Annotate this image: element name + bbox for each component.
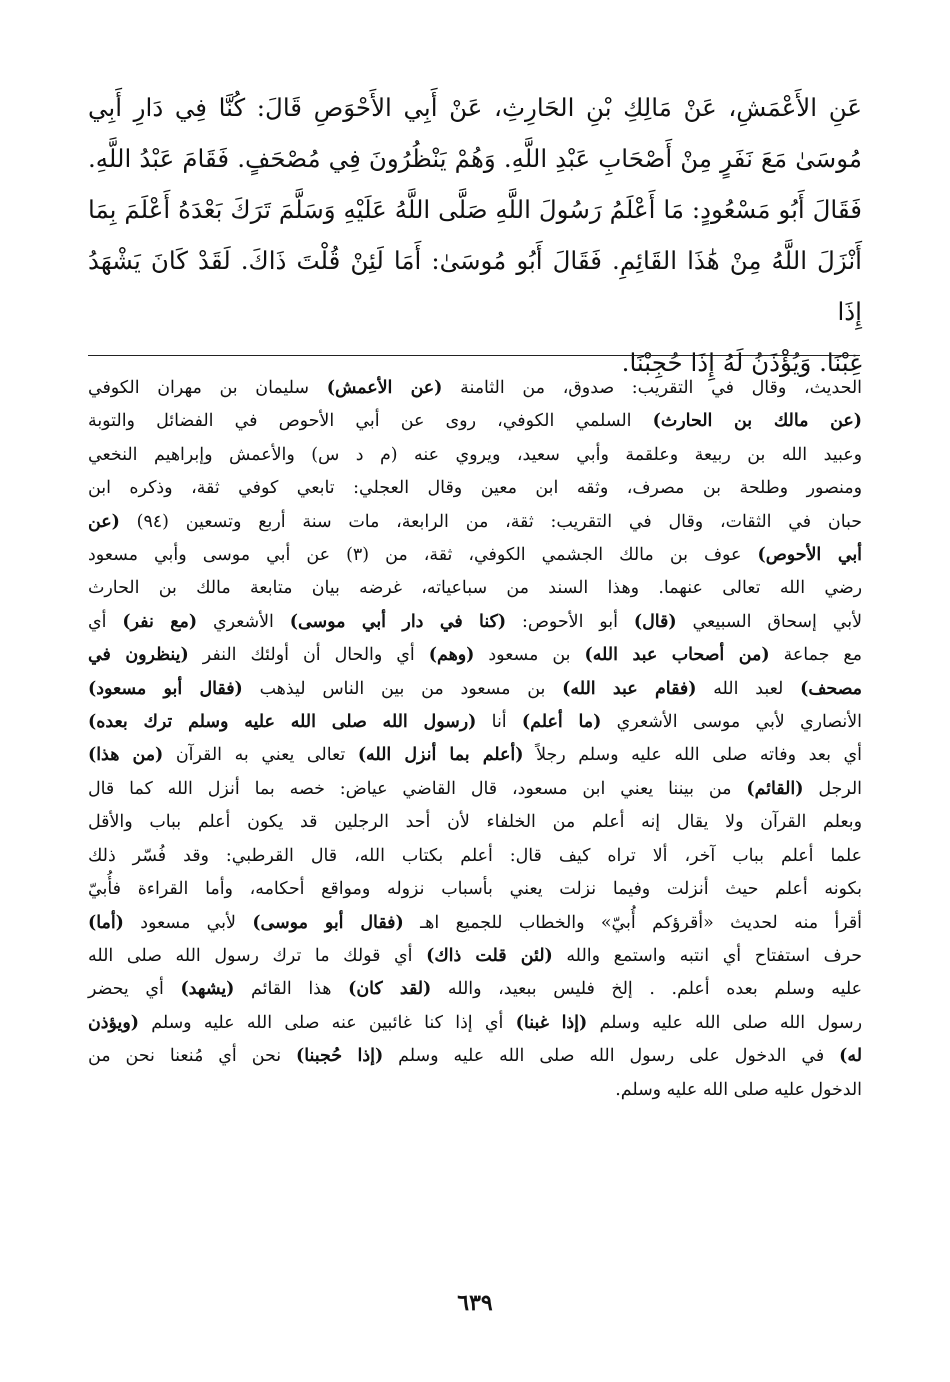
quoted-hadith-phrase: (مع نفر) <box>122 611 198 632</box>
commentary-text: في الدخول على رسول الله صلى الله عليه وسلم <box>383 1046 840 1067</box>
commentary-text: الأنصاري لأبي موسى الأشعري <box>601 712 862 733</box>
commentary-text: ومنصور وطلحة بن مصرف، وثقه ابن معين وقال العجلي: تابعي كوفي ثقة، وذكره ابن <box>88 478 862 499</box>
commentary-text: من بيننا يعني ابن مسعود، قال القاضي عياض: خصه بما أنزل الله كما قال <box>88 778 747 799</box>
commentary-text: حبان في الثقات، وقال في التقريب: ثقة، من الرابعة، مات سنة أربع وتسعين (٩٤) <box>119 511 862 532</box>
footnote-line <box>88 940 862 973</box>
commentary-text: أي بعد وفاته صلى الله عليه وسلم رجلاً <box>523 745 862 766</box>
commentary-text: أي قولك ما ترك رسول الله صلى الله <box>88 945 427 966</box>
commentary-text: رسول الله صلى الله عليه وسلم <box>587 1012 863 1033</box>
quoted-hadith-phrase: (يشهد) <box>180 979 235 1000</box>
footnote-line <box>88 572 862 605</box>
quoted-hadith-phrase: (ويؤذن <box>88 1012 139 1033</box>
commentary-text: أي يحضر <box>88 979 181 1000</box>
footnote-line <box>88 1040 862 1073</box>
footnote-line <box>88 606 862 639</box>
quoted-hadith-phrase: (من أصحاب عبد الله) <box>584 645 770 666</box>
footnote-line <box>88 739 862 772</box>
commentary-text: الأشعري <box>197 611 290 632</box>
footnote-line <box>88 840 862 873</box>
quoted-hadith-phrase: (عن مالك بن الحارث) <box>652 411 863 432</box>
commentary-text: أي والحال أن أولئك النفر <box>188 645 429 666</box>
footnote-line <box>88 673 862 706</box>
footnote-line <box>88 439 862 472</box>
commentary-text: الحديث، وقال في التقريب: صدوق، من الثامنة <box>442 378 862 398</box>
commentary-text: حرف استفتاح أي انتبه واستمع والله <box>552 945 862 966</box>
main-text-line: فَقَالَ أَبُو مَسْعُودٍ: مَا أَعْلَمُ رَسُولَ اللَّهِ صَلَّى اللَّهُ عَلَيْهِ وَسَلَّمَ تَرَكَ بَعْدَهُ أَعْلَمَ بِمَا <box>88 195 862 224</box>
commentary-text: بن مسعود <box>474 645 585 666</box>
commentary-footnotes <box>88 372 862 1107</box>
quoted-hadith-phrase: (ما أعلم) <box>521 712 602 733</box>
commentary-text: أي إذا كنا غائبين عنه صلى الله عليه وسلم <box>138 1012 516 1033</box>
commentary-text: رضي الله تعالى عنهما. وهذا السند من سباعياته، غرضه بيان متابعة مالك بن الحارث <box>88 578 862 599</box>
quoted-hadith-phrase: مصحف) <box>800 678 862 699</box>
footnote-line <box>88 639 862 672</box>
footnote-line <box>88 372 862 405</box>
commentary-text: أي <box>88 611 123 632</box>
quoted-hadith-phrase: (لئن قلت ذاك) <box>426 945 553 966</box>
quoted-hadith-phrase: له) <box>839 1046 862 1067</box>
commentary-text: علما أعلم بباب آخر، ألا تراه كيف قال: أعلم بكتاب الله، قال القرطبي: وقد فُسّر ذلك <box>88 845 862 866</box>
footnote-line <box>88 873 862 906</box>
commentary-text: عوف بن مالك الجشمي الكوفي، ثقة، من (٣) عن أبي موسى وأبي مسعود <box>88 545 758 566</box>
main-text-line: غِبْنَا. وَيُؤْذَنُ لَهُ إِذَا حُجِبْنَا. <box>621 348 862 377</box>
commentary-text: هذا القائم <box>234 979 349 1000</box>
quoted-hadith-phrase: (وهم) <box>428 645 475 666</box>
footnote-line <box>88 973 862 1006</box>
quoted-hadith-phrase: (إذا غبنا) <box>515 1012 588 1033</box>
quoted-hadith-phrase: (القائم) <box>746 778 804 799</box>
quoted-hadith-phrase: (كنا في دار أبي موسى) <box>289 611 507 632</box>
quoted-hadith-phrase: (فقام عبد الله) <box>562 678 697 699</box>
quoted-hadith-phrase: (فقال أبو مسعود) <box>88 678 243 699</box>
footnote-line <box>88 1007 862 1040</box>
quoted-hadith-phrase: (من هذا) <box>88 745 164 766</box>
footnote-line <box>88 806 862 839</box>
footnote-line <box>88 405 862 438</box>
commentary-text: أبو الأحوص: <box>506 611 634 632</box>
main-text-line: عَنِ الأَعْمَشِ، عَنْ مَالِكِ بْنِ الحَارِثِ، عَنْ أَبِي الأَحْوَصِ قَالَ: كُنَّا فِي دَارِ أَبِي <box>88 93 862 122</box>
quoted-hadith-phrase: (أما) <box>88 912 124 933</box>
commentary-text: وبعلم القرآن ولا يقال إنه أعلم من الخلفاء لأن أحد الرجلين قد يكون أعلم بباب والأقل <box>88 812 862 833</box>
commentary-text: السلمي الكوفي، روى عن أبي الأحوص في الفضائل والتوبة <box>88 411 653 432</box>
footnote-line <box>88 907 862 940</box>
commentary-text: أنا <box>476 712 522 733</box>
commentary-text: تعالى يعني به القرآن <box>163 745 358 766</box>
quoted-hadith-phrase: (أعلم بما أنزل الله) <box>357 745 524 766</box>
quoted-hadith-phrase: (رسول الله صلى الله عليه وسلم ترك بعده) <box>88 712 477 733</box>
commentary-text: لأبي إسحاق السبيعي <box>676 611 862 632</box>
footnote-line <box>88 1074 862 1107</box>
main-text-paragraph <box>88 82 862 388</box>
commentary-text: بن مسعود من بين الناس ليذهب <box>242 678 563 699</box>
quoted-hadith-phrase: (عن <box>88 511 120 532</box>
commentary-text: الدخول عليه صلى الله عليه وسلم. <box>615 1079 862 1100</box>
commentary-text: لأبي مسعود <box>123 912 253 933</box>
quoted-hadith-phrase: (فقال أبو موسى) <box>252 912 404 933</box>
main-hadith-text-block <box>88 82 862 388</box>
commentary-text: الرجل <box>803 778 862 799</box>
footnote-line <box>88 706 862 739</box>
quoted-hadith-phrase: أبي الأحوص) <box>757 545 863 566</box>
page-number: ٦٣٩ <box>457 1290 493 1316</box>
quoted-hadith-phrase: (قال) <box>633 611 677 632</box>
footnote-line <box>88 539 862 572</box>
footnote-separator-line <box>88 355 860 356</box>
quoted-hadith-phrase: (إذا حُجبنا) <box>296 1046 384 1067</box>
commentary-text: مع جماعة <box>769 645 862 666</box>
quoted-hadith-phrase: (عن الأعمش) <box>326 378 443 398</box>
footnote-line <box>88 773 862 806</box>
footnote-line <box>88 472 862 505</box>
main-text-line: مُوسَىٰ مَعَ نَفَرٍ مِنْ أَصْحَابِ عَبْدِ اللَّهِ. وَهُمْ يَنْظُرُونَ فِي مُصْحَفٍ. فَقَامَ عَبْدُ اللَّهِ. <box>88 144 862 173</box>
commentary-text: سليمان بن مهران الكوفي <box>88 378 327 398</box>
quoted-hadith-phrase: (لقد كان) <box>348 979 432 1000</box>
commentary-text: لعبد الله <box>696 678 801 699</box>
commentary-text: وعبيد الله بن ربيعة وعلقمة وأبي سعيد، ويروي عنه (م د س) والأعمش وإبراهيم النخعي <box>88 444 862 465</box>
commentary-text: نحن أي مُنعنا نحن من <box>88 1046 297 1067</box>
quoted-hadith-phrase: (ينظرون في <box>88 645 189 666</box>
footnote-line <box>88 506 862 539</box>
commentary-text: بكونه أعلم حيث أنزلت وفيما نزلت يعني بأسباب نزوله ومواقع أحكامه، وأما القراءة فأُبيّ <box>88 879 862 900</box>
commentary-text: أقرأ منه لحديث «أقرؤكم أُبيّ» والخطاب للجميع اهـ <box>403 912 862 933</box>
commentary-text: عليه وسلم بعده أعلم. . إلخ فليس ببعيد، والله <box>431 979 862 1000</box>
main-text-line: أَنْزَلَ اللَّهُ مِنْ هَٰذَا القَائِمِ. فَقَالَ أَبُو مُوسَىٰ: أَمَا لَئِنْ قُلْتَ ذَاكَ. لَقَدْ كَانَ يَشْهَدُ إِذَا <box>88 246 862 326</box>
